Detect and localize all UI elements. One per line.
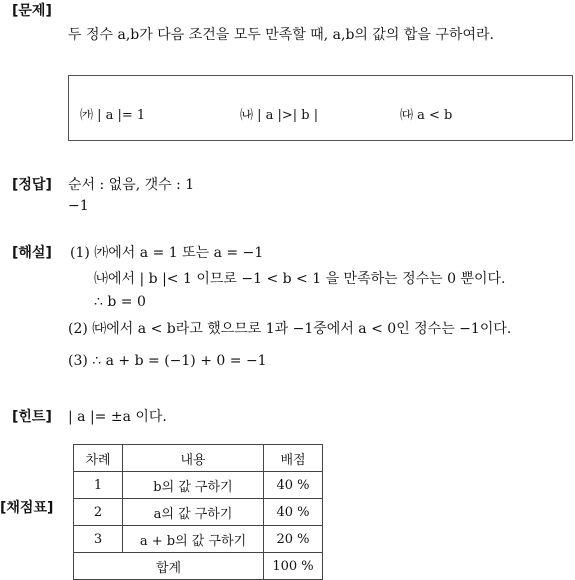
explanation-line: ∴ b = 0 [94, 294, 146, 310]
row-order: 3 [74, 526, 123, 553]
row-points: 40 % [264, 499, 323, 526]
header-content: 내용 [123, 445, 264, 472]
problem-text: 두 정수 a,b가 다음 조건을 모두 만족할 때, a,b의 값의 합을 구하여라. [68, 27, 494, 43]
answer-meta: 순서 : 없음, 갯수 : 1 [68, 177, 195, 193]
explanation-label: [해설] [12, 245, 52, 261]
explanation-line: ㈏에서 | b |< 1 이므로 −1 < b < 1 을 만족하는 정수는 0 뿐이다. [94, 271, 506, 287]
row-content: b의 값 구하기 [123, 472, 264, 499]
answer-value: −1 [68, 198, 89, 214]
explanation-line: (3) ∴ a + b = (−1) + 0 = −1 [68, 353, 267, 369]
scoring-table [73, 444, 323, 580]
total-value: 100 % [264, 553, 323, 580]
row-points: 20 % [264, 526, 323, 553]
hint-label: [힌트] [12, 409, 52, 425]
table-row [74, 526, 323, 553]
row-order: 1 [74, 472, 123, 499]
table-row [74, 499, 323, 526]
row-order: 2 [74, 499, 123, 526]
condition-na: ㈏ | a |>| b | [240, 108, 319, 123]
condition-da: ㈐ a < b [400, 108, 453, 123]
condition-ga: ㈎ | a |= 1 [80, 108, 146, 123]
explanation-line: (2) ㈐에서 a < b라고 했으므로 1과 −1중에서 a < 0인 정수는 −1이다. [68, 321, 512, 337]
problem-label: [문제] [12, 3, 52, 19]
header-points: 배점 [264, 445, 323, 472]
row-content: a의 값 구하기 [123, 499, 264, 526]
hint-text: | a |= ±a 이다. [68, 409, 167, 425]
row-content: a + b의 값 구하기 [123, 526, 264, 553]
scoring-header-row [74, 445, 323, 472]
explanation-line: (1) ㈎에서 a = 1 또는 a = −1 [70, 245, 264, 261]
row-points: 40 % [264, 472, 323, 499]
header-order: 차례 [74, 445, 123, 472]
total-label: 합계 [74, 553, 264, 580]
answer-label: [정답] [12, 177, 52, 193]
total-row [74, 553, 323, 580]
table-row [74, 472, 323, 499]
scoring-label: [채점표] [0, 500, 54, 516]
